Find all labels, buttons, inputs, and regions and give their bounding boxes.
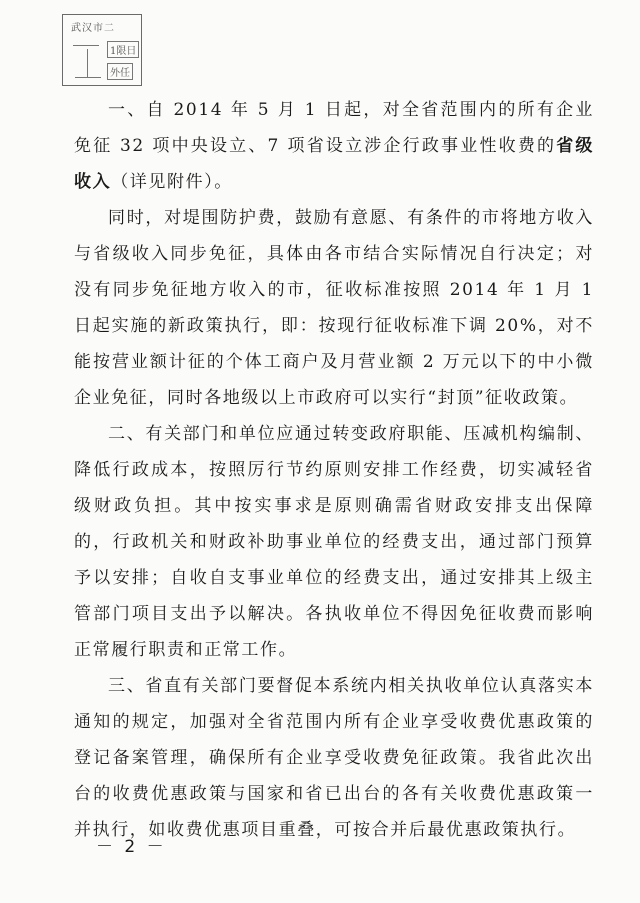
stamp-text-1: 武汉市二 bbox=[71, 23, 115, 34]
document-body bbox=[74, 92, 594, 848]
paragraph-1 bbox=[74, 92, 594, 200]
stamp-text-2: 1限日 bbox=[107, 41, 139, 58]
stamp-divider bbox=[87, 49, 88, 77]
paragraph-4: 三、省直有关部门要督促本系统内相关执收单位认真落实本通知的规定，加强对全省范围内所有企业享受收费优惠政策的登记备案管理，确保所有企业享受收费免征政策。我省此次出台的收费优惠政策与国家和省已出台的各有关收费优惠政策一并执行，如收费优惠项目重叠，可按合并后最优惠政策执行。 bbox=[74, 676, 594, 840]
paragraph-2: 同时，对堤围防护费，鼓励有意愿、有条件的市将地方收入与省级收入同步免征，具体由各市结合实际情况自行决定；对没有同步免征地方收入的市，征收标准按照 2014 年 1 月 1 日起实施的新政策执行，即：按现行征收标准下调 20%，对不能按营业额计征的个体工商户及月营业额 2 万元以下的中小微企业免征，同时各地级以上市政府可以实行“封顶”征收政策。 bbox=[74, 208, 594, 408]
paragraph-1-tail: （详见附件）。 bbox=[111, 172, 233, 192]
page-number: － 2 － bbox=[96, 837, 167, 857]
paragraph-1-text: 一、自 2014 年 5 月 1 日起，对全省范围内的所有企业免征 32 项中央设立、7 项省设立涉企行政事业性收费的 bbox=[74, 100, 594, 156]
paragraph-3: 二、有关部门和单位应通过转变政府职能、压减机构编制、降低行政成本，按照厉行节约原则安排工作经费，切实减轻省级财政负担。其中按实事求是原则确需省财政安排支出保障的，行政机关和财政补助事业单位的经费支出，通过部门预算予以安排；自收自支事业单位的经费支出，通过安排其上级主管部门项目支出予以解决。各执收单位不得因免征收费而影响正常履行职责和正常工作。 bbox=[74, 424, 594, 660]
stamp-divider bbox=[75, 77, 101, 78]
received-stamp bbox=[62, 14, 142, 86]
stamp-divider bbox=[73, 45, 99, 46]
stamp-text-3: 外任 bbox=[107, 63, 133, 80]
paragraph-1-bold: 省级收入 bbox=[74, 136, 594, 192]
